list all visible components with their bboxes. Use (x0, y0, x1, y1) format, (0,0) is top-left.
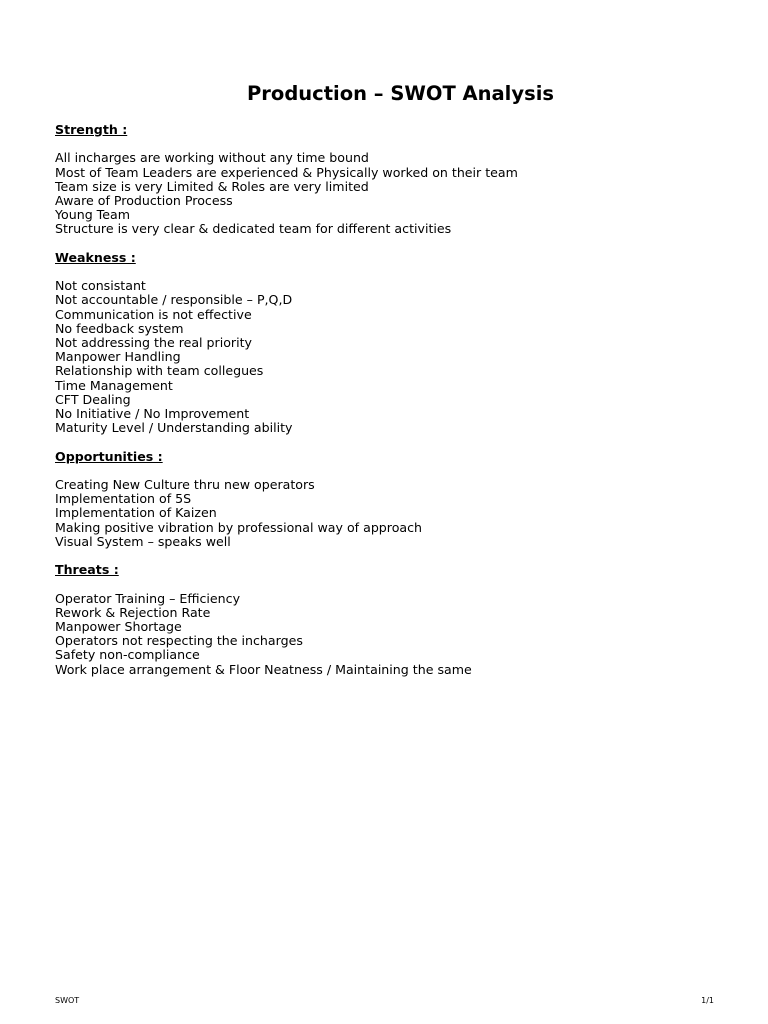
list-item: Implementation of 5S (55, 491, 192, 507)
list-item: Most of Team Leaders are experienced & Physically worked on their team (55, 164, 518, 180)
section-strength (55, 123, 745, 237)
list-item: Team size is very Limited & Roles are very limited (55, 178, 369, 194)
section-heading-strength: Strength : (55, 122, 128, 137)
list-item: Not accountable / responsible – P,Q,D (55, 292, 293, 308)
spacer (55, 137, 745, 151)
list-item: Maturity Level / Understanding ability (55, 420, 293, 436)
list-item: Rework & Rejection Rate (55, 604, 211, 620)
list-item: Making positive vibration by professional way of approach (55, 519, 423, 535)
list-item: Not addressing the real priority (55, 335, 253, 350)
list-item: Work place arrangement & Floor Neatness / Maintaining the same (55, 661, 472, 677)
list-item: Structure is very clear & dedicated team for different activities (55, 221, 452, 237)
list-item: No feedback system (55, 320, 184, 336)
list-item: No Initiative / No Improvement (55, 406, 250, 422)
footer-page-number: 1/1 (701, 996, 714, 1005)
spacer (55, 464, 745, 478)
page-title: Production – SWOT Analysis (247, 82, 554, 105)
list-item: Young Team (55, 207, 130, 223)
list-item: All incharges are working without any time bound (55, 150, 369, 166)
list-item: Manpower Shortage (55, 619, 182, 634)
section-opportunities (55, 450, 745, 549)
list-item: CFT Dealing (55, 391, 131, 407)
footer-document-name: SWOT (55, 996, 80, 1005)
list-item: Not consistant (55, 278, 146, 294)
list-item: Time Management (55, 377, 173, 393)
section-heading-weakness: Weakness : (55, 249, 136, 265)
list-item: Operators not respecting the incharges (55, 633, 303, 649)
list-item: Creating New Culture thru new operators (55, 477, 315, 492)
spacer (55, 265, 745, 279)
section-weakness (55, 251, 745, 436)
weakness-list (55, 279, 745, 435)
spacer (55, 577, 745, 591)
opportunities-list (55, 478, 745, 549)
list-item: Communication is not effective (55, 306, 252, 322)
section-heading-threats: Threats : (55, 562, 119, 578)
document-body (55, 123, 745, 691)
list-item: Operator Training – Efficiency (55, 590, 241, 606)
section-heading-opportunities: Opportunities : (55, 448, 163, 464)
list-item: Implementation of Kaizen (55, 505, 217, 521)
list-item: Manpower Handling (55, 349, 181, 365)
list-item: Visual System – speaks well (55, 533, 231, 549)
list-item: Aware of Production Process (55, 193, 233, 208)
strength-list (55, 151, 745, 236)
list-item: Relationship with team collegues (55, 363, 264, 379)
list-item: Safety non-compliance (55, 647, 200, 663)
section-threats (55, 563, 745, 677)
threats-list (55, 592, 745, 677)
